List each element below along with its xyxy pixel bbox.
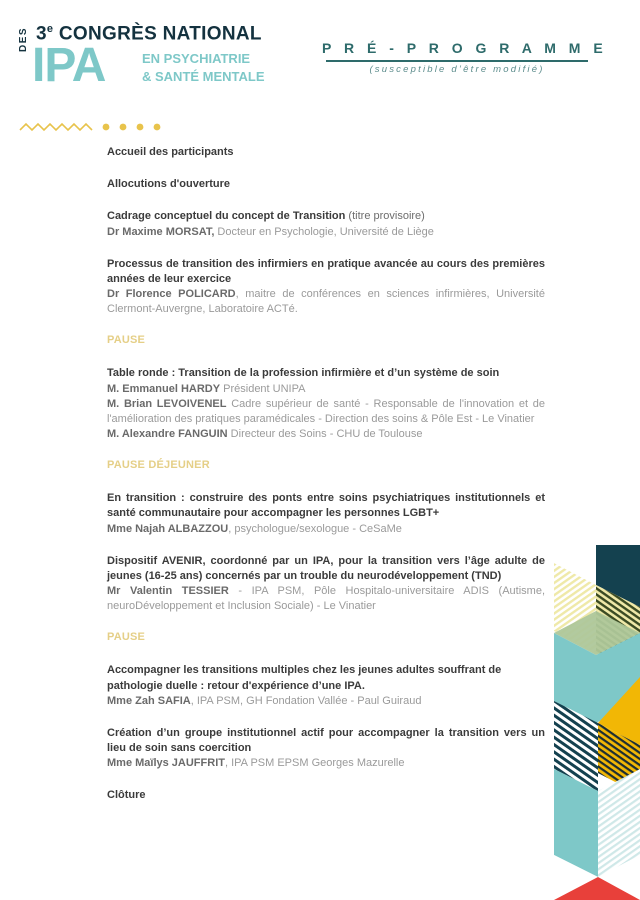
logo-des-text: DES: [18, 27, 29, 53]
session-title: [107, 177, 545, 192]
programme-entry: [107, 726, 545, 772]
speaker-line: [107, 584, 545, 614]
speaker-affiliation: , IPA PSM, GH Fondation Vallée - Paul Guiraud: [190, 694, 422, 707]
pause-label: PAUSE DÉJEUNER: [107, 459, 210, 472]
session-title-text: En transition : construire des ponts entre soins psychiatriques institutionnels et santé communautaire pour accompagner les personnes LGBT+: [107, 492, 545, 520]
programme-entry: [107, 209, 545, 239]
congress-logo: [18, 24, 318, 92]
session-title-text: Cadrage conceptuel du concept de Transition: [107, 210, 346, 223]
pre-programme-rule: [326, 60, 588, 62]
logo-subtitle: [142, 50, 265, 85]
speaker-affiliation: - IPA PSM, Pôle Hospitalo-universitaire ADIS (Autisme, neuroDéveloppement et Inclusion Sociale) - Le Vinatier: [107, 585, 545, 613]
speaker-affiliation: , IPA PSM EPSM Georges Mazurelle: [224, 757, 405, 770]
speaker-line: [107, 382, 545, 397]
pre-programme-heading: [322, 40, 608, 75]
session-title: [107, 491, 545, 521]
speaker-name: Mme Najah ALBAZZOU: [107, 522, 229, 535]
speaker-affiliation: Président UNIPA: [220, 382, 306, 395]
speaker-name: Mme Zah SAFIA: [107, 694, 191, 707]
logo-edition-number: 3: [36, 23, 47, 45]
session-title-note: (titre provisoire): [345, 210, 425, 223]
logo-wave-dots-decoration: [18, 122, 198, 136]
programme-entry: [107, 366, 545, 442]
session-title: [107, 257, 545, 287]
session-title: [107, 145, 545, 160]
programme-entry: [107, 459, 545, 471]
pause-label: PAUSE: [107, 334, 146, 347]
speaker-line: [107, 397, 545, 427]
speaker-line: [107, 522, 545, 537]
session-title: [107, 554, 545, 584]
pre-programme-subtitle: (susceptible d’être modifié): [369, 64, 545, 75]
hexagon-pattern-decoration: [554, 545, 640, 900]
session-title: [107, 726, 545, 756]
session-title: [107, 209, 545, 224]
speaker-name: M. Emmanuel HARDY: [107, 382, 221, 395]
session-title: Table ronde : Transition de la profession infirmière et d’un système de soin: [107, 367, 500, 380]
pause-label: PAUSE: [107, 631, 146, 644]
programme-entry: [107, 788, 545, 803]
logo-subtitle-line2: & SANTÉ MENTALE: [142, 68, 265, 84]
session-title-text: Accompagner les transitions multiples chez les jeunes adultes souffrant de pathologie duelle : retour d'expérience d’une IPA.: [107, 664, 502, 692]
speaker-affiliation: , psychologue/sexologue - CeSaMe: [228, 522, 402, 535]
speaker-affiliation: Docteur en Psychologie, Université de Liège: [214, 225, 434, 238]
speaker-affiliation: , maitre de conférences en sciences infirmières, Université Clermont-Auvergne, Laboratoire ACTé.: [107, 288, 545, 316]
session-title: [107, 788, 545, 803]
session-title: [107, 663, 545, 693]
logo-subtitle-line1: EN PSYCHIATRIE: [142, 51, 251, 67]
programme-entry: [107, 491, 545, 537]
logo-ipa-text: IPA: [32, 39, 106, 93]
programme-entry: [107, 145, 545, 160]
speaker-name: M. Alexandre FANGUIN: [107, 428, 228, 441]
speaker-line: [107, 287, 545, 317]
document-header: [0, 0, 640, 130]
speaker-line: [107, 694, 545, 709]
session-title-text: Allocutions d'ouverture: [107, 178, 231, 191]
speaker-affiliation: Cadre supérieur de santé - Responsable de l'innovation et de l'amélioration des pratiques paramédicales - Direction des soins & Pôle Est - Le Vinatier: [107, 397, 545, 425]
logo-edition-suffix: e: [46, 23, 54, 35]
pre-programme-title: P R É - P R O G R A M M E: [322, 40, 608, 56]
speaker-line: [107, 225, 545, 240]
session-title-text: Clôture: [107, 789, 146, 802]
session-title-text: Processus de transition des infirmiers en pratique avancée au cours des premières années de leur exercice: [107, 257, 545, 285]
speaker-name: Mr Valentin TESSIER: [107, 585, 229, 598]
speaker-line: [107, 756, 545, 771]
programme-entry: [107, 257, 545, 318]
programme-entry: [107, 554, 545, 615]
session-title-text: Dispositif AVENIR, coordonné par un IPA, pour la transition vers l’âge adulte de jeunes (16-25 ans) concernés par un trouble du neurodéveloppement (TND): [107, 554, 545, 582]
programme-entry: [107, 334, 545, 346]
speaker-affiliation: Directeur des Soins - CHU de Toulouse: [227, 428, 423, 441]
programme-entry: [107, 663, 545, 709]
session-title-text: Création d’un groupe institutionnel actif pour accompagner la transition vers un lieu de soin sans coercition: [107, 726, 545, 755]
speaker-name: M. Brian LEVOIVENEL: [107, 397, 227, 410]
speaker-name: Dr Florence POLICARD: [107, 288, 236, 301]
session-title-text: Accueil des participants: [107, 146, 234, 158]
speaker-name: Dr Maxime MORSAT,: [107, 225, 215, 238]
speaker-line: [107, 427, 545, 442]
speaker-name: Mme Maïlys JAUFFRIT: [107, 757, 225, 770]
programme-entry: [107, 177, 545, 192]
programme-list: [107, 145, 545, 804]
programme-entry: [107, 631, 545, 643]
logo-congress-text: CONGRÈS NATIONAL: [53, 23, 262, 45]
